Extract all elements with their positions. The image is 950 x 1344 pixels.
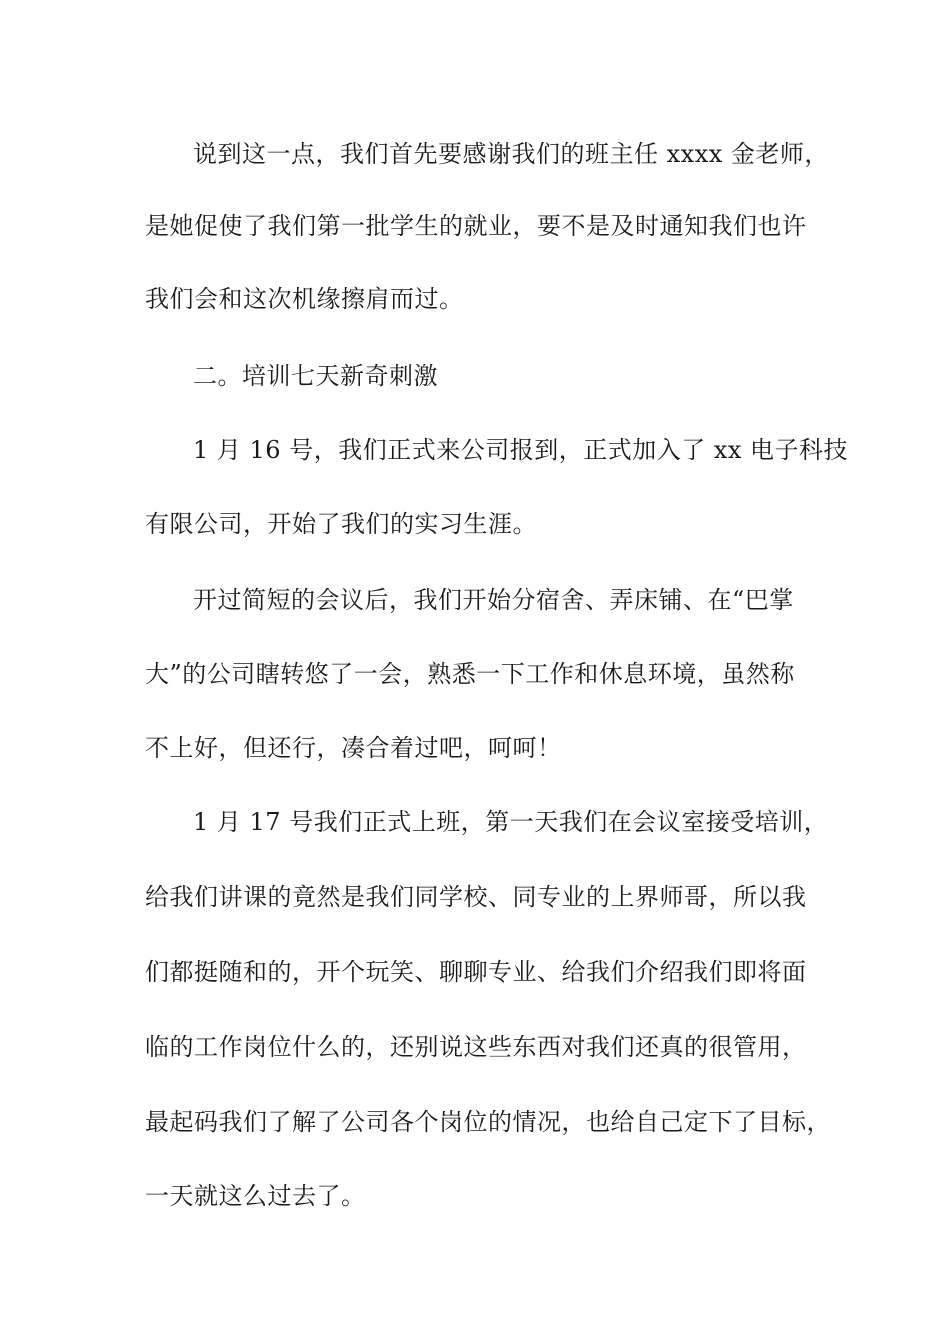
paragraph-2-line-1: 1 月 16 号，我们正式来公司报到，正式加入了 xx 电子科技 — [193, 436, 849, 464]
paragraph-1-line-3: 我们会和这次机缘擦肩而过。 — [145, 285, 464, 313]
paragraph-4-line-1: 1 月 17 号我们正式上班，第一天我们在会议室接受培训， — [193, 808, 829, 836]
paragraph-4-line-4: 临的工作岗位什么的，还别说这些东西对我们还真的很管用， — [145, 1033, 807, 1061]
paragraph-3-line-2: 大”的公司瞎转悠了一会，熟悉一下工作和休息环境，虽然称 — [145, 660, 795, 688]
paragraph-3-line-1: 开过简短的会议后，我们开始分宿舍、弄床铺、在“巴掌 — [193, 586, 794, 614]
paragraph-4-line-5: 最起码我们了解了公司各个岗位的情况，也给自己定下了目标， — [145, 1108, 831, 1136]
paragraph-2-line-2: 有限公司，开始了我们的实习生涯。 — [145, 510, 537, 538]
paragraph-1-line-2: 是她促使了我们第一批学生的就业，要不是及时通知我们也许 — [145, 212, 807, 240]
paragraph-4-line-3: 们都挺随和的，开个玩笑、聊聊专业、给我们介绍我们即将面 — [145, 958, 807, 986]
paragraph-4-line-6: 一天就这么过去了。 — [145, 1182, 366, 1210]
paragraph-1-line-1: 说到这一点，我们首先要感谢我们的班主任 xxxx 金老师， — [193, 140, 829, 168]
paragraph-3-line-3: 不上好，但还行，凑合着过吧，呵呵！ — [145, 734, 562, 762]
section-heading: 二。培训七天新奇刺激 — [193, 362, 438, 390]
paragraph-4-line-2: 给我们讲课的竟然是我们同学校、同专业的上界师哥，所以我 — [145, 883, 807, 911]
